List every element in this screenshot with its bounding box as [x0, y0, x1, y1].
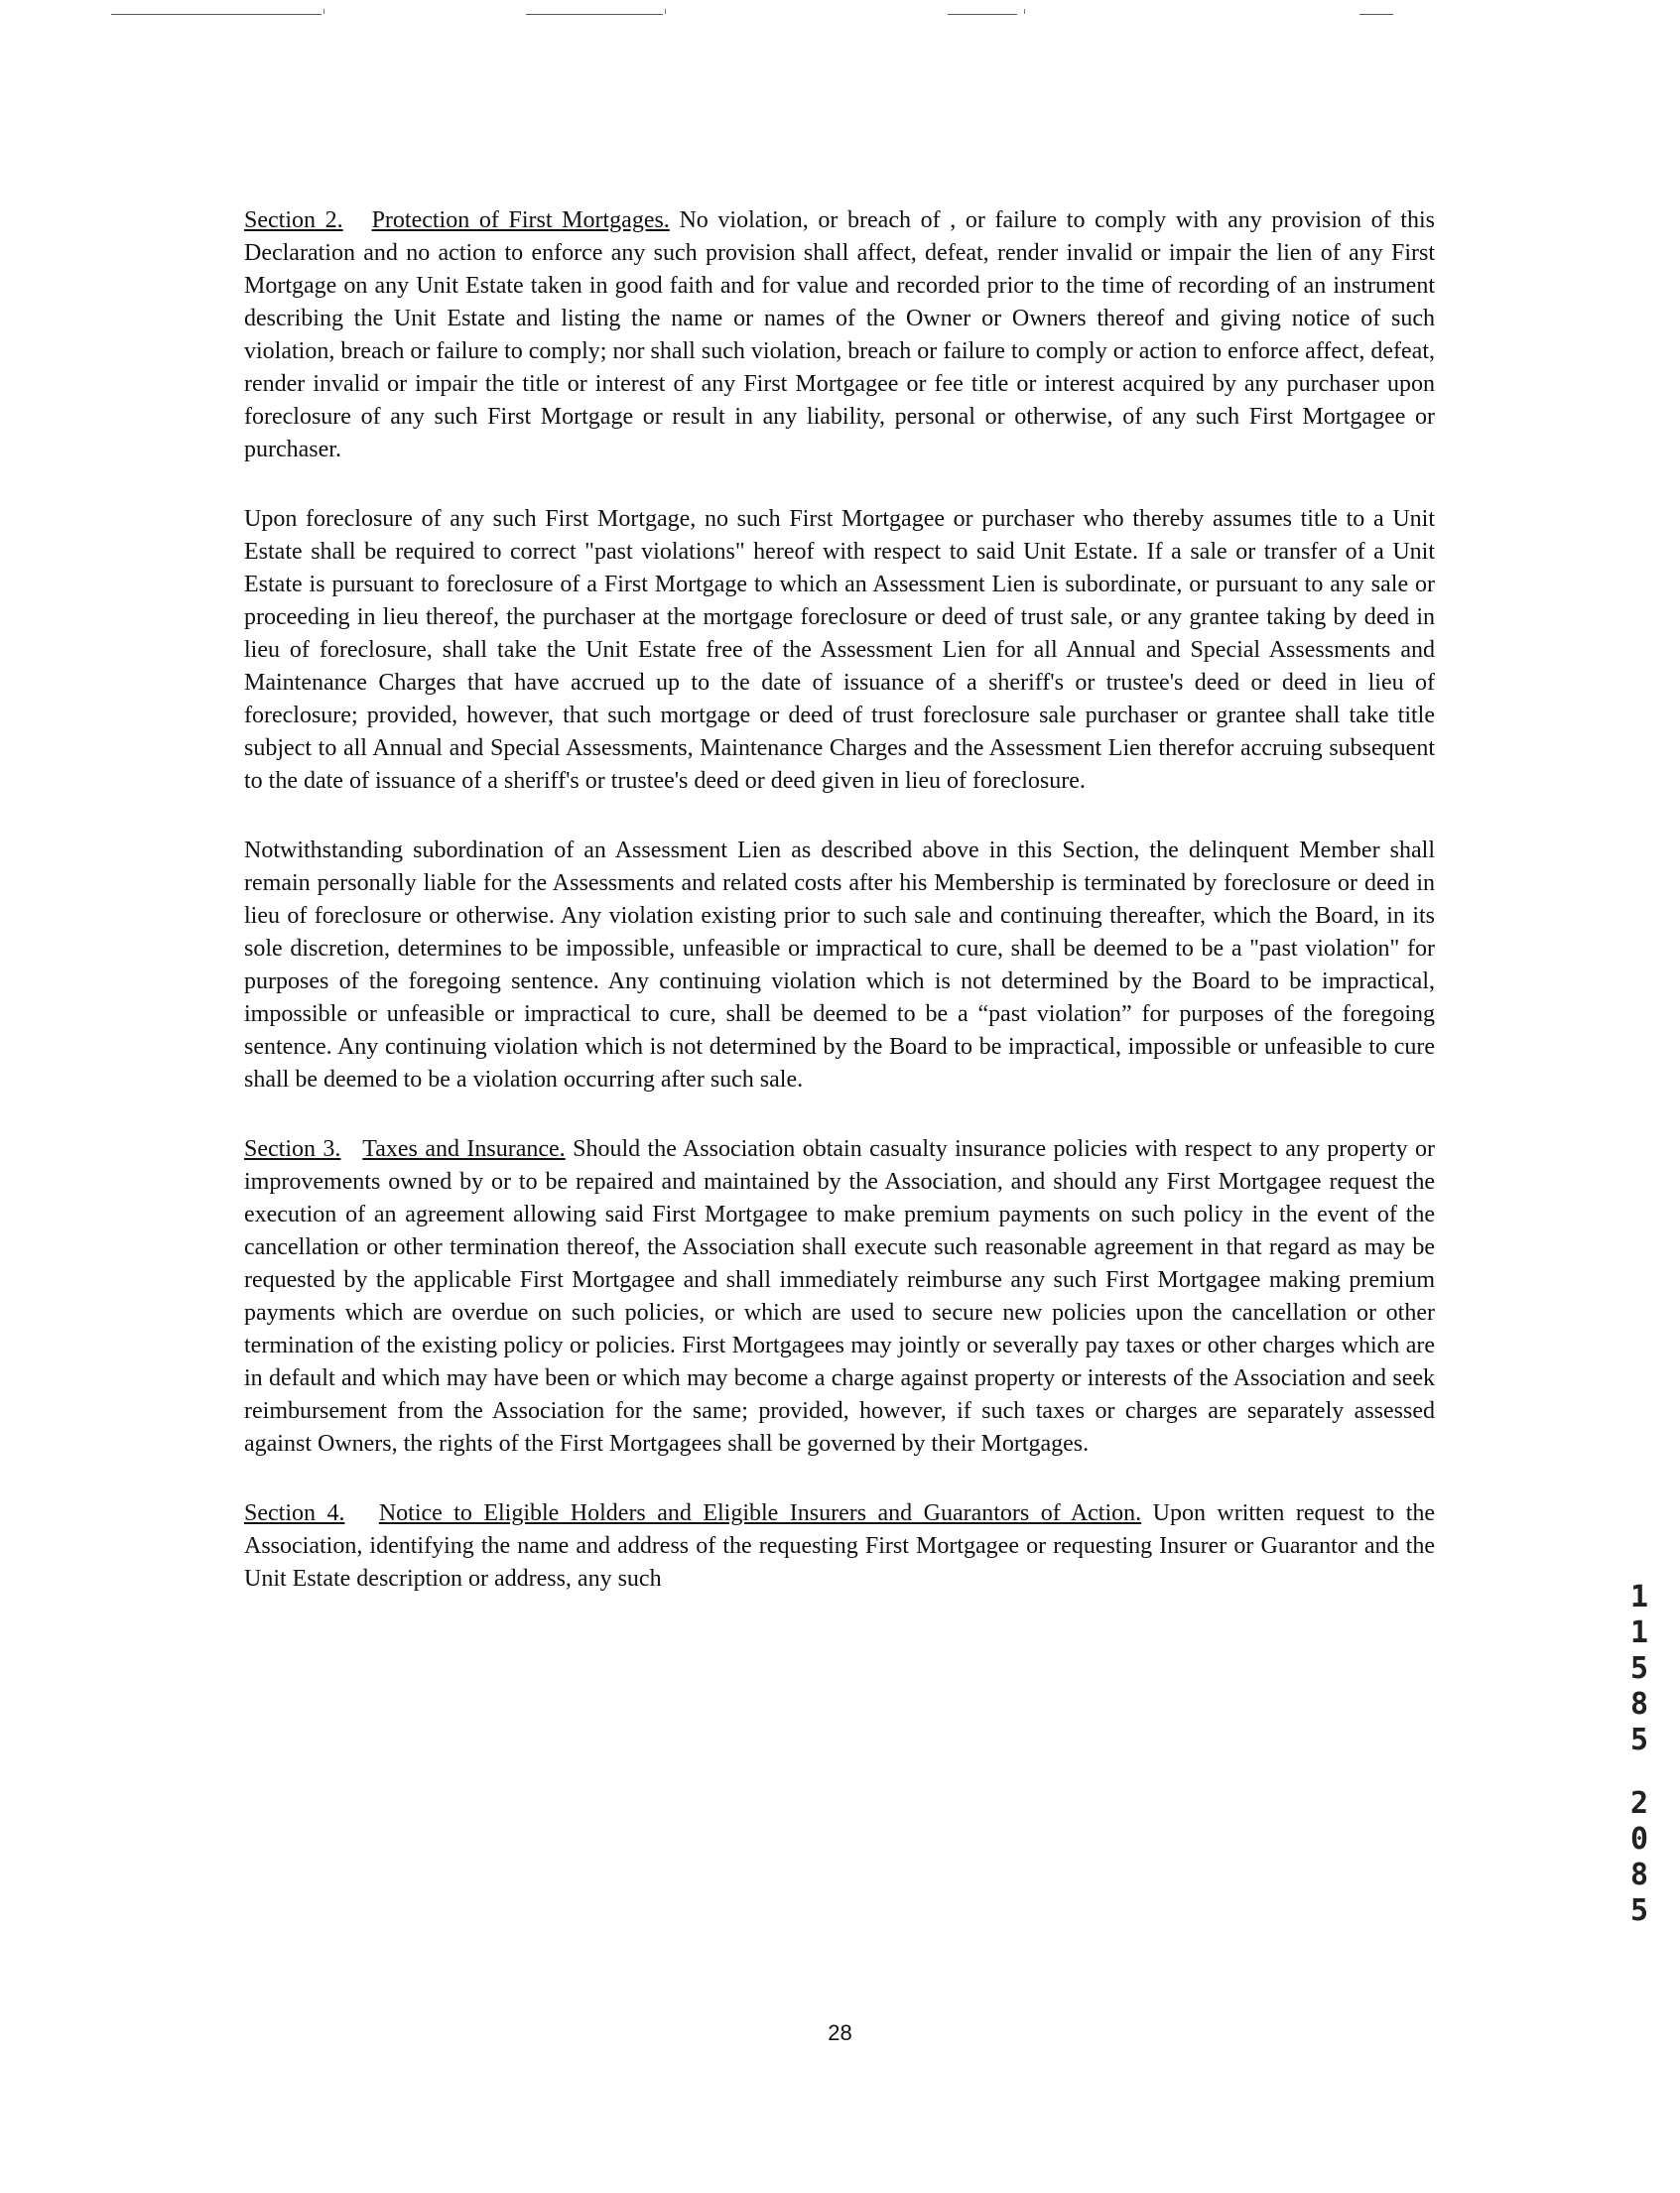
paragraph-text: Upon written request to the Association, identifying the name and address of the requesting First Mortgagee or requesting Insurer or Guarantor and the Unit Estate description or address, any such: [244, 1500, 1436, 1592]
page-number: 28: [828, 2020, 852, 2045]
stamp-digit: 5: [1629, 1893, 1649, 1928]
recording-stamp-bottom: [1619, 1786, 1659, 1929]
paragraph-text: No violation, or breach of , or failure to comply with any provision of this Declaration and no action to enforce any such provision shall affect, defeat, render invalid or impair the lien of any First Mortgage on any Unit Estate taken in good faith and for value and recorded prior to the time of recording of an instrument describing the Unit Estate and listing the name or names of the Owner or Owners thereof and giving notice of such violation, breach or failure to comply; nor shall such violation, breach or failure to comply or action to enforce affect, defeat, render invalid or impair the title or interest of any First Mortgagee or fee title or interest acquired by any purchaser upon foreclosure of any such First Mortgage or result in any liability, personal or otherwise, of any such First Mortgagee or purchaser.: [244, 207, 1435, 462]
stamp-digit: 0: [1629, 1822, 1649, 1857]
document-body: [244, 204, 1435, 1632]
stamp-digit: 8: [1629, 1687, 1649, 1722]
recording-stamp-top: [1619, 1580, 1659, 1758]
scan-artifact-tick: [665, 9, 666, 14]
stamp-digit: 2: [1629, 1786, 1649, 1821]
section-label: Section 2.: [244, 207, 343, 233]
scan-artifact-line: [111, 14, 322, 15]
section-title: Protection of First Mortgages.: [371, 207, 670, 233]
section-4-paragraph: [244, 1497, 1435, 1596]
foreclosure-paragraph: [244, 503, 1435, 798]
subordination-paragraph: [244, 835, 1435, 1096]
scan-artifact-tick: [1024, 9, 1025, 14]
scan-artifact-line: [948, 14, 1017, 15]
section-label: Section 4.: [244, 1500, 345, 1526]
stamp-digit: 8: [1629, 1858, 1649, 1892]
stamp-digit: 1: [1629, 1615, 1649, 1650]
stamp-digit: 5: [1629, 1651, 1649, 1686]
paragraph-text: Upon foreclosure of any such First Mortgage, no such First Mortgagee or purchaser who thereby assumes title to a Unit Estate shall be required to correct "past violations" hereof with respect to said Unit Estate. If a sale or transfer of a Unit Estate is pursuant to foreclosure of a First Mortgage to which an Assessment Lien is subordinate, or pursuant to any sale or proceeding in lieu thereof, the purchaser at the mortgage foreclosure or deed of trust sale, or any grantee taking by deed in lieu of foreclosure, shall take the Unit Estate free of the Assessment Lien for all Annual and Special Assessments and Maintenance Charges that have accrued up to the date of issuance of a sheriff's or trustee's deed or deed in lieu of foreclosure; provided, however, that such mortgage or deed of trust foreclosure sale purchaser or grantee shall take title subject to all Annual and Special Assessments, Maintenance Charges and the Assessment Lien therefor accruing subsequent to the date of issuance of a sheriff's or trustee's deed or deed given in lieu of foreclosure.: [244, 506, 1435, 794]
section-2-paragraph: [244, 204, 1435, 466]
stamp-digit: 1: [1629, 1580, 1649, 1614]
scan-artifact-line: [1359, 14, 1393, 15]
stamp-digit: 5: [1629, 1723, 1649, 1757]
paragraph-text: Notwithstanding subordination of an Assessment Lien as described above in this Section, the delinquent Member shall remain personally liable for the Assessments and related costs after his Membership is terminated by foreclosure or deed in lieu of foreclosure or otherwise. Any violation existing prior to such sale and continuing thereafter, which the Board, in its sole discretion, determines to be impossible, unfeasible or impractical to cure, shall be deemed to be a "past violation" for purposes of the foregoing sentence. Any continuing violation which is not determined by the Board to be impractical, impossible or unfeasible or impractical to cure, shall be deemed to be a “past violation” for purposes of the foregoing sentence. Any continuing violation which is not determined by the Board to be impractical, impossible or unfeasible to cure shall be deemed to be a violation occurring after such sale.: [244, 838, 1435, 1093]
scan-artifact-line: [526, 14, 663, 15]
section-3-paragraph: [244, 1133, 1435, 1461]
section-title: Taxes and Insurance.: [362, 1136, 566, 1162]
section-title: Notice to Eligible Holders and Eligible Insurers and Guarantors of Action.: [378, 1500, 1142, 1526]
section-label: Section 3.: [244, 1136, 341, 1162]
scan-artifact-tick: [323, 9, 324, 14]
paragraph-text: Should the Association obtain casualty insurance policies with respect to any property or improvements owned by or to be repaired and maintained by the Association, and should any First Mortgagee request the execution of an agreement allowing said First Mortgagee to make premium payments on such policy in the event of the cancellation or other termination thereof, the Association shall execute such reasonable agreement in that regard as may be requested by the applicable First Mortgagee and shall immediately reimburse any such First Mortgagee making premium payments which are overdue on such policies, or which are used to secure new policies upon the cancellation or other termination of the existing policy or policies. First Mortgagees may jointly or severally pay taxes or other charges which are in default and which may have been or which may become a charge against property or interests of the Association and seek reimbursement from the Association for the same; provided, however, if such taxes or charges are separately assessed against Owners, the rights of the First Mortgagees shall be governed by their Mortgages.: [244, 1136, 1435, 1457]
